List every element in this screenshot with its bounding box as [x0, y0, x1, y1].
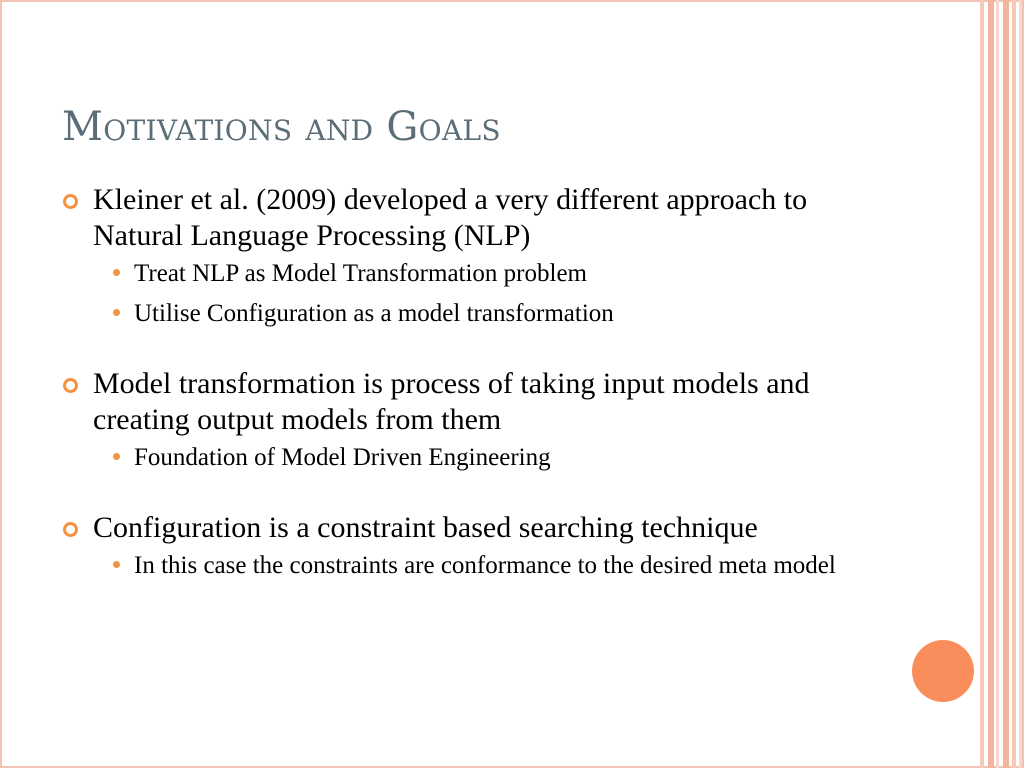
dot-bullet-icon: [113, 561, 120, 568]
bullet-text: Configuration is a constraint based searching technique: [93, 511, 758, 544]
decorative-stripe: [980, 0, 984, 768]
sub-bullet-text: Treat NLP as Model Transformation problem: [134, 260, 587, 287]
ring-bullet-icon: [63, 194, 78, 209]
bullet-item: [62, 182, 892, 329]
slide-title: Motivations and Goals: [62, 104, 501, 150]
sub-bullet-item: [93, 550, 892, 581]
sub-bullet-list: [93, 442, 892, 473]
dot-bullet-icon: [113, 309, 120, 316]
decorative-stripe: [1019, 0, 1022, 768]
decorative-stripe: [1012, 0, 1016, 768]
ring-bullet-icon: [63, 378, 78, 393]
dot-bullet-icon: [113, 453, 120, 460]
dot-bullet-icon: [113, 269, 120, 276]
sub-bullet-text: Utilise Configuration as a model transformation: [134, 300, 614, 327]
sub-bullet-item: [93, 298, 892, 329]
sub-bullet-list: [93, 550, 892, 581]
sub-bullet-item: [93, 258, 892, 289]
sub-bullet-text: In this case the constraints are conformance to the desired meta model: [134, 552, 836, 579]
bullet-item: [62, 366, 892, 473]
decorative-stripe: [988, 0, 994, 768]
bullet-item: [62, 510, 892, 581]
bullet-text: Kleiner et al. (2009) developed a very different approach to Natural Language Processing (NLP): [93, 183, 808, 252]
decorative-stripe: [996, 0, 999, 768]
sub-bullet-item: [93, 442, 892, 473]
bullet-list: [62, 182, 892, 581]
sub-bullet-list: [93, 258, 892, 329]
decorative-stripe: [1003, 0, 1009, 768]
sub-bullet-text: Foundation of Model Driven Engineering: [134, 444, 551, 471]
ring-bullet-icon: [63, 522, 78, 537]
accent-circle: [912, 640, 974, 702]
bullet-text: Model transformation is process of taking input models and creating output models from them: [93, 367, 810, 436]
